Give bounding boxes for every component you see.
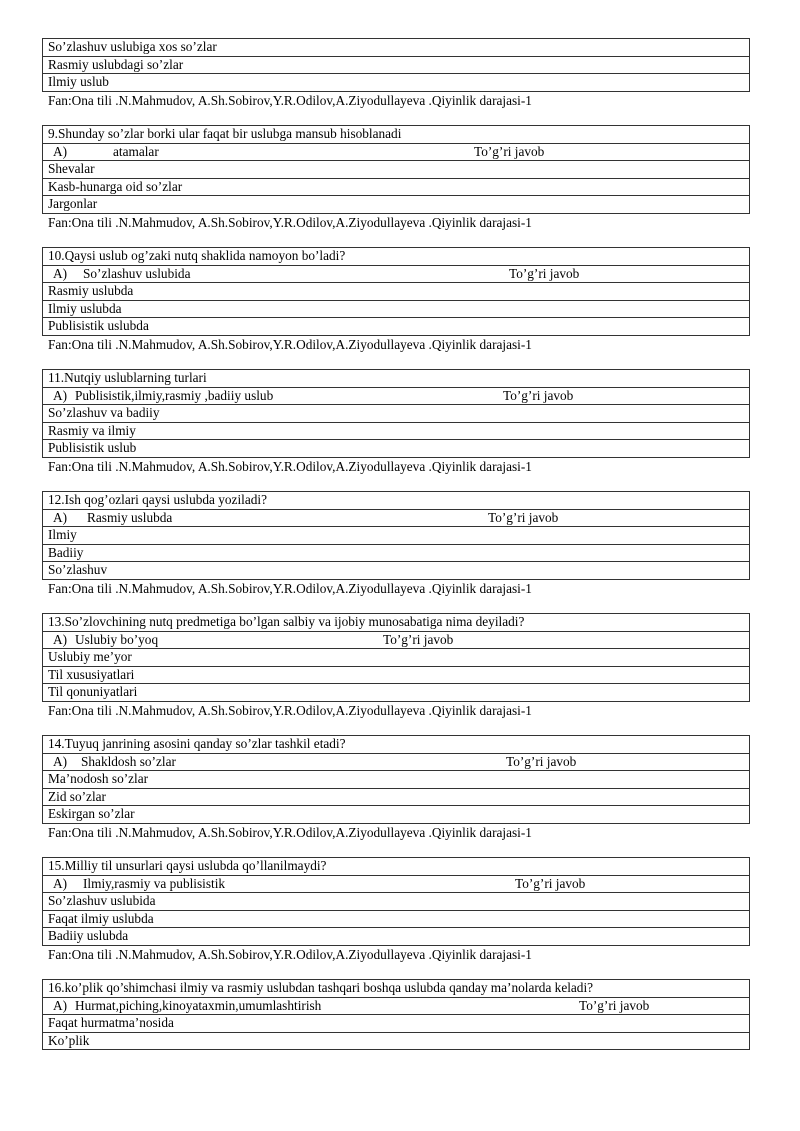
answer-letter: A)	[53, 387, 68, 403]
answer-letter: A)	[53, 997, 68, 1013]
subject-line: Fan:Ona tili .N.Mahmudov, A.Sh.Sobirov,Y.R.Odilov,A.Ziyodullayeva .Qiyinlik darajasi-1	[48, 702, 532, 718]
option-row: Jargonlar	[43, 196, 750, 214]
option-row: So’zlashuv	[43, 562, 750, 580]
option-row: Publisistik uslubda	[43, 318, 750, 336]
answer-letter: A)	[53, 143, 68, 159]
question-text: 15.Milliy til unsurlari qaysi uslubda qo’llanilmaydi?	[43, 858, 750, 876]
question-text: 16.ko’plik qo’shimchasi ilmiy va rasmiy uslubdan tashqari boshqa uslubda qanday ma’nolarda keladi?	[43, 980, 750, 998]
subject-line: Fan:Ona tili .N.Mahmudov, A.Sh.Sobirov,Y.R.Odilov,A.Ziyodullayeva .Qiyinlik darajasi-1	[48, 214, 532, 230]
option-row: Rasmiy uslubdagi so’zlar	[43, 56, 750, 74]
answer-table	[42, 38, 750, 92]
option-row: Ko’plik	[43, 1032, 750, 1050]
answer-letter: A)	[53, 753, 68, 769]
option-row: Eskirgan so’zlar	[43, 806, 750, 824]
subject-line: Fan:Ona tili .N.Mahmudov, A.Sh.Sobirov,Y.R.Odilov,A.Ziyodullayeva .Qiyinlik darajasi-1	[48, 946, 532, 962]
question-text: 9.Shunday so’zlar borki ular faqat bir uslubga mansub hisoblanadi	[43, 126, 750, 144]
answer-table	[42, 735, 750, 824]
subject-line: Fan:Ona tili .N.Mahmudov, A.Sh.Sobirov,Y.R.Odilov,A.Ziyodullayeva .Qiyinlik darajasi-1	[48, 824, 532, 840]
correct-answer-label: To’g’ri javob	[579, 997, 650, 1013]
question-block-16	[42, 979, 750, 1050]
correct-answer-text: So’zlashuv uslubida	[83, 265, 191, 281]
option-row: Til qonuniyatlari	[43, 684, 750, 702]
correct-answer-label: To’g’ri javob	[506, 753, 577, 769]
correct-answer-text: Ilmiy,rasmiy va publisistik	[83, 875, 226, 891]
option-row: Kasb-hunarga oid so’zlar	[43, 178, 750, 196]
answer-table	[42, 491, 750, 580]
question-block-8	[42, 38, 750, 109]
question-block-15	[42, 857, 750, 963]
option-row: Zid so’zlar	[43, 788, 750, 806]
answer-letter: A)	[53, 875, 68, 891]
question-block-13	[42, 613, 750, 719]
option-row: Shevalar	[43, 161, 750, 179]
question-text: 10.Qaysi uslub og’zaki nutq shaklida namoyon bo’ladi?	[43, 248, 750, 266]
option-row: Rasmiy uslubda	[43, 283, 750, 301]
option-row: So’zlashuv uslubida	[43, 893, 750, 911]
correct-answer-row	[43, 265, 750, 283]
question-text: 11.Nutqiy uslublarning turlari	[43, 370, 750, 388]
question-text: 14.Tuyuq janrining asosini qanday so’zlar tashkil etadi?	[43, 736, 750, 754]
question-block-14	[42, 735, 750, 841]
correct-answer-text: Shakldosh so’zlar	[81, 753, 176, 769]
answer-table	[42, 857, 750, 946]
question-block-11	[42, 369, 750, 475]
option-row: Til xususiyatlari	[43, 666, 750, 684]
correct-answer-label: To’g’ri javob	[383, 631, 454, 647]
answer-letter: A)	[53, 509, 68, 525]
question-text: 12.Ish qog’ozlari qaysi uslubda yoziladi?	[43, 492, 750, 510]
correct-answer-row	[43, 387, 750, 405]
option-row: Uslubiy me’yor	[43, 649, 750, 667]
answer-table	[42, 369, 750, 458]
question-block-9	[42, 125, 750, 231]
question-block-12	[42, 491, 750, 597]
subject-line: Fan:Ona tili .N.Mahmudov, A.Sh.Sobirov,Y.R.Odilov,A.Ziyodullayeva .Qiyinlik darajasi-1	[48, 92, 532, 108]
option-row: Badiiy	[43, 544, 750, 562]
answer-letter: A)	[53, 265, 68, 281]
option-row: Faqat ilmiy uslubda	[43, 910, 750, 928]
correct-answer-label: To’g’ri javob	[488, 509, 559, 525]
option-row: Rasmiy va ilmiy	[43, 422, 750, 440]
question-block-10	[42, 247, 750, 353]
correct-answer-row	[43, 631, 750, 649]
correct-answer-text: Hurmat,piching,kinoyataxmin,umumlashtirish	[75, 997, 322, 1013]
correct-answer-row	[43, 997, 750, 1015]
question-text: 13.So’zlovchining nutq predmetiga bo’lgan salbiy va ijobiy munosabatiga nima deyiladi?	[43, 614, 750, 632]
correct-answer-text: Rasmiy uslubda	[87, 509, 173, 525]
option-row: Publisistik uslub	[43, 440, 750, 458]
answer-letter: A)	[53, 631, 68, 647]
answer-table	[42, 613, 750, 702]
option-row: Badiiy uslubda	[43, 928, 750, 946]
option-row: Ilmiy uslub	[43, 74, 750, 92]
answer-table	[42, 125, 750, 214]
option-row: Ilmiy	[43, 527, 750, 545]
correct-answer-text: Publisistik,ilmiy,rasmiy ,badiiy uslub	[75, 387, 274, 403]
option-row: Ilmiy uslubda	[43, 300, 750, 318]
correct-answer-row	[43, 509, 750, 527]
correct-answer-row	[43, 753, 750, 771]
correct-answer-label: To’g’ri javob	[503, 387, 574, 403]
correct-answer-label: To’g’ri javob	[474, 143, 545, 159]
correct-answer-row	[43, 875, 750, 893]
correct-answer-text: Uslubiy bo’yoq	[75, 631, 159, 647]
option-row: So’zlashuv uslubiga xos so’zlar	[43, 39, 750, 57]
subject-line: Fan:Ona tili .N.Mahmudov, A.Sh.Sobirov,Y.R.Odilov,A.Ziyodullayeva .Qiyinlik darajasi-1	[48, 580, 532, 596]
correct-answer-row	[43, 143, 750, 161]
option-row: So’zlashuv va badiiy	[43, 405, 750, 423]
correct-answer-label: To’g’ri javob	[515, 875, 586, 891]
subject-line: Fan:Ona tili .N.Mahmudov, A.Sh.Sobirov,Y.R.Odilov,A.Ziyodullayeva .Qiyinlik darajasi-1	[48, 336, 532, 352]
subject-line: Fan:Ona tili .N.Mahmudov, A.Sh.Sobirov,Y.R.Odilov,A.Ziyodullayeva .Qiyinlik darajasi-1	[48, 458, 532, 474]
correct-answer-label: To’g’ri javob	[509, 265, 580, 281]
answer-table	[42, 979, 750, 1050]
option-row: Faqat hurmatma’nosida	[43, 1015, 750, 1033]
answer-table	[42, 247, 750, 336]
correct-answer-text: atamalar	[113, 143, 159, 159]
option-row: Ma’nodosh so’zlar	[43, 771, 750, 789]
